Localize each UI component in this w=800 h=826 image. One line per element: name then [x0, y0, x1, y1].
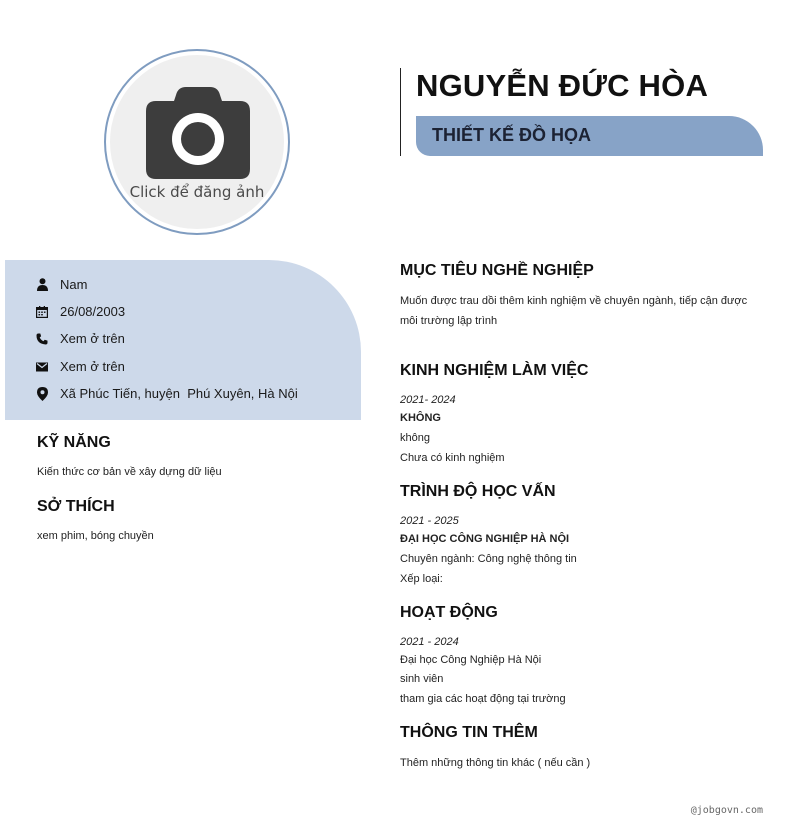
- contact-phone: [36, 331, 125, 346]
- avatar-caption: Click để đăng ảnh: [129, 183, 265, 201]
- contact-birthdate-text: 26/08/2003: [60, 304, 126, 319]
- education-school: ĐẠI HỌC CÔNG NGHIỆP HÀ NỘI: [400, 533, 570, 545]
- education-grade: Xếp loại:: [400, 573, 443, 585]
- experience-role: không: [400, 432, 430, 444]
- contact-email: [36, 359, 125, 374]
- job-title-banner: [416, 116, 763, 156]
- activities-period: 2021 - 2024: [400, 636, 459, 648]
- hobbies-heading: SỞ THÍCH: [37, 498, 115, 515]
- contact-phone-text: Xem ở trên: [60, 331, 125, 346]
- experience-heading: KINH NGHIỆM LÀM VIỆC: [400, 362, 589, 379]
- experience-description: Chưa có kinh nghiệm: [400, 452, 505, 464]
- skills-text: Kiến thức cơ bản về xây dựng dữ liệu: [37, 466, 222, 478]
- phone-icon: [36, 332, 48, 346]
- experience-company: KHÔNG: [400, 412, 441, 424]
- additional-heading: THÔNG TIN THÊM: [400, 724, 538, 741]
- activities-organization: Đại học Công Nghiệp Hà Nội: [400, 654, 542, 666]
- contact-address: [36, 386, 298, 401]
- contact-gender-text: Nam: [60, 277, 88, 292]
- mail-icon: [36, 360, 48, 374]
- person-icon: [36, 278, 48, 292]
- avatar-upload[interactable]: [104, 49, 290, 235]
- header-divider: [400, 68, 401, 156]
- location-pin-icon: [36, 387, 48, 401]
- activities-heading: HOẠT ĐỘNG: [400, 604, 498, 621]
- avatar-placeholder[interactable]: [110, 55, 284, 229]
- hobbies-text: xem phim, bóng chuyền: [37, 530, 154, 542]
- watermark: @jobgovn.com: [690, 805, 763, 816]
- objective-heading: MỤC TIÊU NGHỀ NGHIỆP: [400, 262, 594, 279]
- camera-icon: [146, 87, 250, 179]
- education-heading: TRÌNH ĐỘ HỌC VẤN: [400, 483, 556, 500]
- calendar-icon: [36, 305, 48, 319]
- education-period: 2021 - 2025: [400, 515, 459, 527]
- job-title: THIẾT KẾ ĐỒ HỌA: [432, 125, 592, 145]
- activities-description: tham gia các hoạt động tại trường: [400, 693, 566, 705]
- contact-gender: [36, 277, 87, 292]
- education-major: Chuyên ngành: Công nghệ thông tin: [400, 553, 577, 565]
- skills-heading: KỸ NĂNG: [37, 434, 111, 451]
- contact-address-text: Xã Phúc Tiến, huyện Phú Xuyên, Hà Nội: [60, 386, 298, 401]
- objective-text: Muốn được trau dồi thêm kinh nghiệm về chuyên ngành, tiếp cận được môi trường lập trình: [400, 295, 748, 327]
- contact-email-text: Xem ở trên: [60, 359, 125, 374]
- candidate-name: NGUYỄN ĐỨC HÒA: [416, 68, 709, 103]
- contact-birthdate: [36, 304, 125, 319]
- activities-role: sinh viên: [400, 673, 444, 685]
- experience-period: 2021- 2024: [400, 394, 456, 406]
- additional-text: Thêm những thông tin khác ( nếu cần ): [400, 757, 591, 769]
